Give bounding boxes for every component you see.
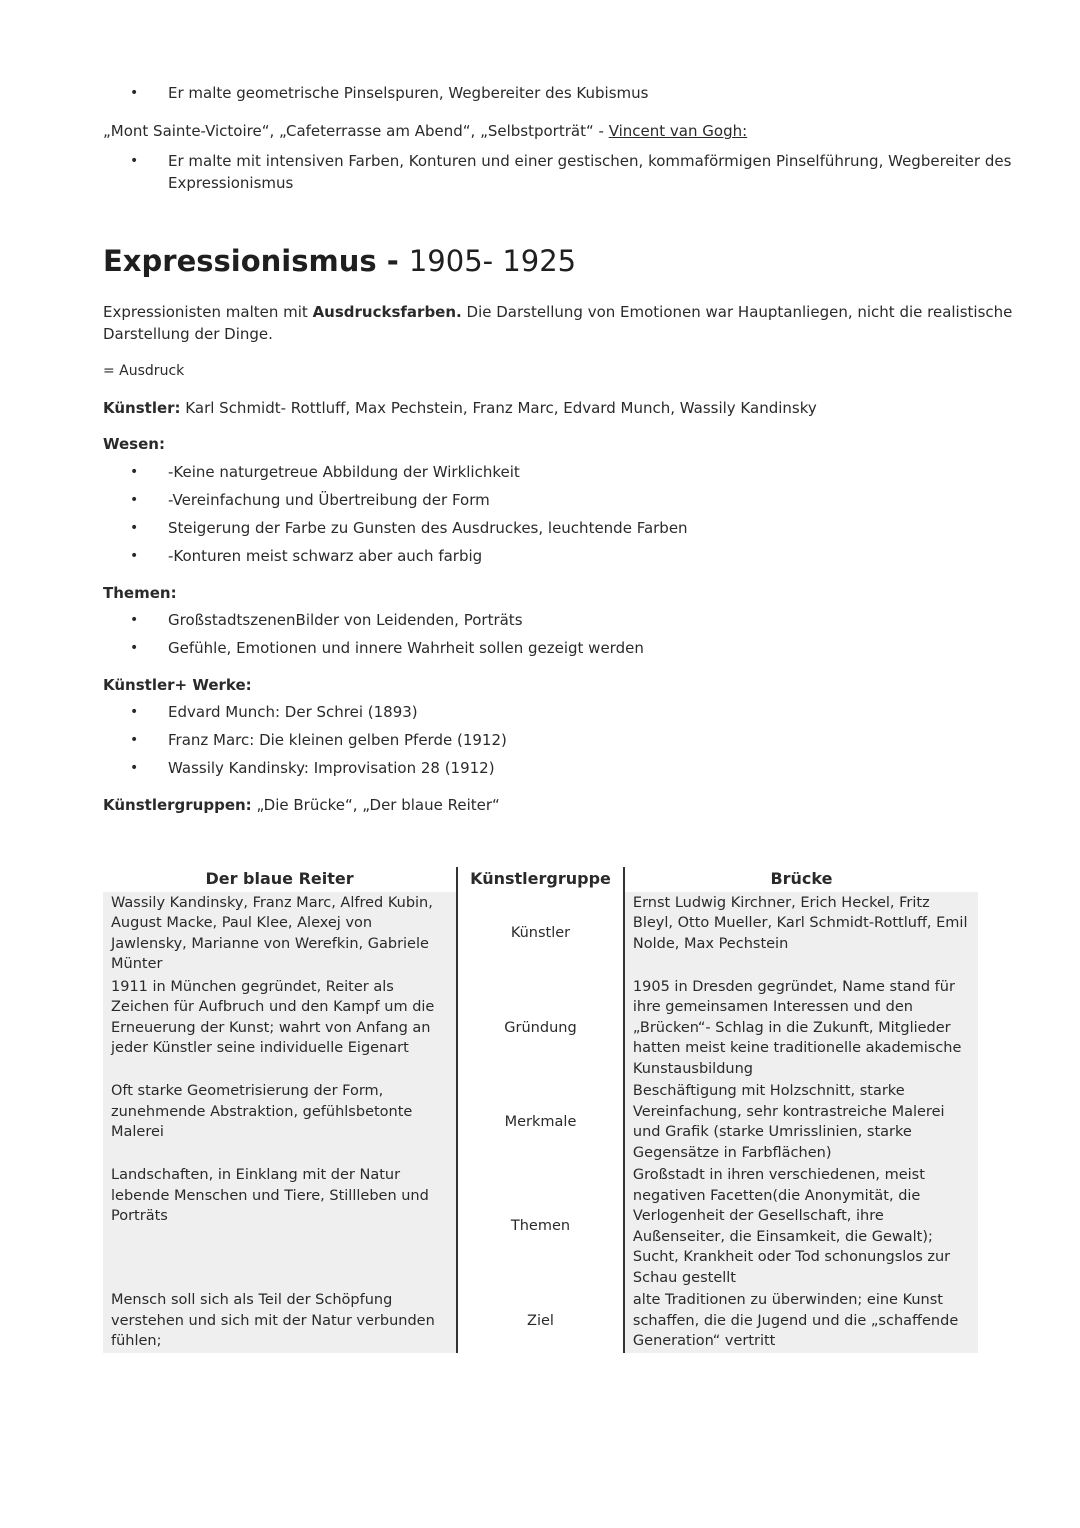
bullet-text-cont: Expressionismus xyxy=(168,174,294,192)
description-text: Expressionisten malten mit xyxy=(103,303,313,321)
wesen-item xyxy=(130,489,490,511)
section-heading xyxy=(103,244,576,278)
description-line xyxy=(103,301,1012,323)
cell-category: Merkmale xyxy=(457,1080,624,1164)
header-blaue-reiter: Der blaue Reiter xyxy=(205,869,354,888)
bullet-dot: • xyxy=(130,704,139,720)
wesen-item-text: -Konturen meist schwarz aber auch farbig xyxy=(168,547,483,565)
cell-category: Themen xyxy=(457,1164,624,1289)
bullet-item xyxy=(130,150,1012,194)
bullet-text: Er malte mit intensiven Farben, Konturen und einer gestischen, kommaförmigen Pinselführung, Wegbereiter des xyxy=(168,152,1012,170)
cell-category: Gründung xyxy=(457,976,624,1081)
wesen-label xyxy=(103,433,165,455)
cell-bruecke: Großstadt in ihren verschiedenen, meist negativen Facetten(die Anonymität, die Verlogenheit der Gesellschaft, ihre Außenseiter, die Einsamkeit, die Gewalt); Sucht, Krankheit oder Tod schonungslos zur Schau gestellt xyxy=(624,1164,978,1289)
cell-blaue-reiter: Landschaften, in Einklang mit der Natur lebende Menschen und Tiere, Stillleben und Porträts xyxy=(103,1164,457,1289)
table-row xyxy=(103,1289,978,1353)
wesen-item-text: -Vereinfachung und Übertreibung der Form xyxy=(168,491,490,509)
works-titles: „Mont Sainte-Victoire“, „Cafeterrasse am Abend“, „Selbstporträt“ - xyxy=(103,122,609,140)
table-row xyxy=(103,892,978,976)
werke-item-text: Franz Marc: Die kleinen gelben Pferde (1912) xyxy=(168,731,507,749)
themen-label xyxy=(103,582,177,604)
wesen-item xyxy=(130,517,688,539)
bullet-dot: • xyxy=(130,612,139,628)
comparison-table xyxy=(103,867,978,1353)
description-line-2: Darstellung der Dinge. xyxy=(103,325,273,343)
bullet-dot: • xyxy=(130,640,139,656)
cell-bruecke: alte Traditionen zu überwinden; eine Kunst schaffen, die die Jugend und die „schaffende Generation“ vertritt xyxy=(624,1289,978,1353)
themen-label-text: Themen: xyxy=(103,584,177,602)
cell-blaue-reiter: Oft starke Geometrisierung der Form, zunehmende Abstraktion, gefühlsbetonte Malerei xyxy=(103,1080,457,1164)
gruppen-label: Künstlergruppen: xyxy=(103,796,252,814)
wesen-item xyxy=(130,545,483,567)
wesen-item xyxy=(130,461,520,483)
themen-item-text: GroßstadtszenenBilder von Leidenden, Porträts xyxy=(168,611,523,629)
description-bold: Ausdrucksfarben. xyxy=(312,303,462,321)
bullet-dot: • xyxy=(130,153,139,169)
wesen-item-text: Steigerung der Farbe zu Gunsten des Ausdruckes, leuchtende Farben xyxy=(168,519,688,537)
table-header-row xyxy=(103,867,978,892)
wesen-label-text: Wesen: xyxy=(103,435,165,453)
header-bruecke: Brücke xyxy=(770,869,833,888)
werke-item xyxy=(130,757,495,779)
works-artist: Vincent van Gogh: xyxy=(608,122,748,140)
table-row xyxy=(103,1164,978,1289)
cell-category: Künstler xyxy=(457,892,624,976)
bullet-dot: • xyxy=(130,548,139,564)
table-row xyxy=(103,976,978,1081)
werke-item-text: Wassily Kandinsky: Improvisation 28 (1912) xyxy=(168,759,495,777)
bullet-dot: • xyxy=(130,492,139,508)
heading-years: 1905- 1925 xyxy=(408,244,577,278)
gruppen-line xyxy=(103,794,500,816)
bullet-dot: • xyxy=(130,85,139,101)
description-text: Die Darstellung von Emotionen war Hauptanliegen, nicht die realistische xyxy=(461,303,1013,321)
bullet-item xyxy=(130,82,649,104)
artists-names: Karl Schmidt- Rottluff, Max Pechstein, Franz Marc, Edvard Munch, Wassily Kandinsky xyxy=(180,399,817,417)
werke-item xyxy=(130,729,507,751)
gruppen-names: „Die Brücke“, „Der blaue Reiter“ xyxy=(251,796,500,814)
cell-blaue-reiter: Wassily Kandinsky, Franz Marc, Alfred Kubin, August Macke, Paul Klee, Alexej von Jawlensky, Marianne von Werefkin, Gabriele Münter xyxy=(103,892,457,976)
cell-blaue-reiter: Mensch soll sich als Teil der Schöpfung verstehen und sich mit der Natur verbunden fühlen; xyxy=(103,1289,457,1353)
themen-item-text: Gefühle, Emotionen und innere Wahrheit sollen gezeigt werden xyxy=(168,639,644,657)
cell-bruecke: Ernst Ludwig Kirchner, Erich Heckel, Fritz Bleyl, Otto Mueller, Karl Schmidt-Rottluff, Emil Nolde, Max Pechstein xyxy=(624,892,978,976)
bullet-dot: • xyxy=(130,760,139,776)
artists-line xyxy=(103,397,817,419)
wesen-item-text: -Keine naturgetreue Abbildung der Wirklichkeit xyxy=(168,463,520,481)
werke-label-text: Künstler+ Werke: xyxy=(103,676,252,694)
table-row xyxy=(103,1080,978,1164)
bullet-dot: • xyxy=(130,732,139,748)
cell-bruecke: 1905 in Dresden gegründet, Name stand für ihre gemeinsamen Interessen und den „Brücken“- Schlag in die Zukunft, Mitglieder hatten meist keine traditionelle akademische Kunstausbildung xyxy=(624,976,978,1081)
works-line xyxy=(103,120,747,142)
header-kuenstlergruppe: Künstlergruppe xyxy=(457,867,624,892)
werke-item-text: Edvard Munch: Der Schrei (1893) xyxy=(168,703,418,721)
artists-label: Künstler: xyxy=(103,399,181,417)
bullet-text: Er malte geometrische Pinselspuren, Wegbereiter des Kubismus xyxy=(168,84,649,102)
bullet-dot: • xyxy=(130,464,139,480)
themen-item xyxy=(130,609,523,631)
themen-item xyxy=(130,637,644,659)
cell-blaue-reiter: 1911 in München gegründet, Reiter als Zeichen für Aufbruch und den Kampf um die Erneuerung der Kunst; wahrt von Anfang an jeder Künstler seine individuelle Eigenart xyxy=(103,976,457,1081)
werke-item xyxy=(130,701,418,723)
werke-label xyxy=(103,674,252,696)
heading-title: Expressionismus - xyxy=(103,244,409,278)
bullet-dot: • xyxy=(130,520,139,536)
meaning-note: = Ausdruck xyxy=(103,363,185,379)
cell-bruecke: Beschäftigung mit Holzschnitt, starke Vereinfachung, sehr kontrastreiche Malerei und Grafik (starke Umrisslinien, starke Gegensätze in Farbflächen) xyxy=(624,1080,978,1164)
cell-category: Ziel xyxy=(457,1289,624,1353)
